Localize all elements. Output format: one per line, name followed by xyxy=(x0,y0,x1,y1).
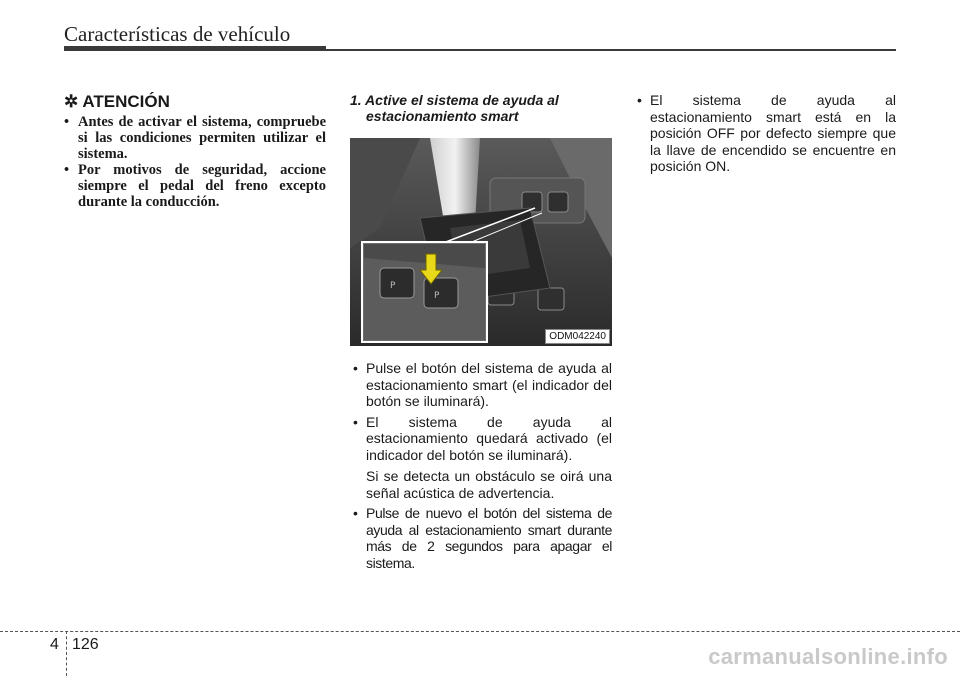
caution-list xyxy=(64,114,326,210)
section-number: 4 xyxy=(50,636,59,653)
list-item-text: El sistema de ayuda al estacionamiento quedará activado (el indicador del botón se iluminará). xyxy=(366,413,612,463)
caution-heading xyxy=(64,92,326,112)
footer-rule xyxy=(0,631,960,632)
header-rule-thick xyxy=(64,46,326,51)
console-illustration xyxy=(350,138,612,346)
caution-item: • Por motivos de seguridad, accione siempre el pedal del freno excepto durante la conducción. xyxy=(64,162,326,210)
figure-code: ODM042240 xyxy=(545,329,610,344)
svg-text:P: P xyxy=(390,281,396,291)
list-item: • El sistema de ayuda al estacionamiento smart está en la posición OFF por defecto siempre que la llave de encendido se encuentre en posición ON. xyxy=(634,92,896,175)
list-item: • Pulse de nuevo el botón del sistema de ayuda al estacionamiento smart durante más de 2 segundos para apagar el sistema. xyxy=(350,505,612,571)
caution-cross-icon: ✲ xyxy=(64,92,83,111)
list-item xyxy=(350,414,612,502)
svg-text:P: P xyxy=(434,291,440,301)
caution-title-text: ATENCIÓN xyxy=(82,92,170,111)
caution-item: • Antes de activar el sistema, compruebe si las condiciones permiten utilizar el sistema. xyxy=(64,114,326,162)
watermark: carmanualsonline.info xyxy=(708,644,948,669)
caution-column xyxy=(64,92,326,210)
page-number: 126 xyxy=(72,636,99,653)
step-bullets xyxy=(350,360,612,571)
header-rule-thin xyxy=(326,49,896,51)
step-column xyxy=(350,92,612,575)
console-photo xyxy=(350,138,612,346)
sub-note: Si se detecta un obstáculo se oirá una señal acústica de advertencia. xyxy=(366,468,612,501)
info-bullets xyxy=(634,92,896,175)
footer-divider xyxy=(66,631,67,676)
info-column xyxy=(634,92,896,179)
step-title: 1. Active el sistema de ayuda al estacionamiento smart xyxy=(350,92,559,124)
page-header-title: Características de vehículo xyxy=(64,22,291,46)
list-item: • Pulse el botón del sistema de ayuda al estacionamiento smart (el indicador del botón se iluminará). xyxy=(350,360,612,410)
